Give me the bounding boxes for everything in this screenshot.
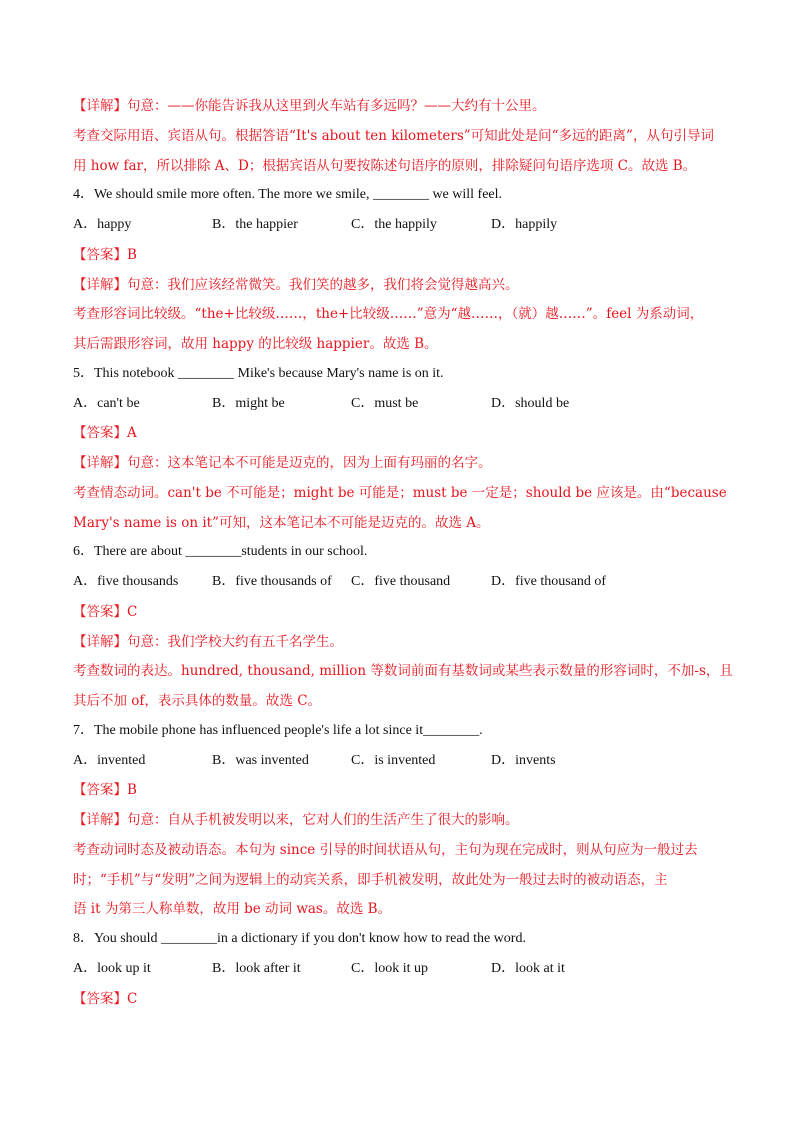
analysis-text: 考查数词的表达。hundred, thousand, million 等数词前面有基数词或某些表示数量的形容词时，不加-s，且 [73, 663, 733, 680]
explanation-line [73, 633, 743, 651]
analysis-text: 时；“手机”与“发明”之间为逻辑上的动宾关系，即手机被发明，故此处为一般过去时的被动语态，主 [73, 871, 668, 888]
question-text: 6．There are about ________students in our school. [73, 544, 368, 560]
option-d: D．five thousand of [491, 574, 607, 589]
answer-line [73, 603, 743, 621]
answer-value: C [127, 603, 138, 620]
answer-tag: 【答案】 [73, 990, 127, 1007]
option-d: D．should be [491, 395, 570, 411]
option-a: A．invented [73, 752, 146, 768]
answer-tag: 【答案】 [73, 246, 127, 263]
explanation-tag: 【详解】 [73, 812, 127, 828]
question-text: 8．You should ________in a dictionary if you don't know how to read the word. [73, 931, 526, 946]
analysis-text: 用 how far，所以排除 A、D；根据宾语从句要按陈述句语序的原则，排除疑问句语序选项 C。故选 B。 [73, 157, 697, 174]
explanation-tag: 【详解】 [73, 276, 127, 293]
question-text: 4．We should smile more often. The more we smile, ________ we will feel. [73, 187, 503, 203]
analysis-text: 考查情态动词。can't be 不可能是；might be 可能是；must be 一定是；should be 应该是。由“because [73, 484, 727, 501]
option-d: D．look at it [491, 960, 565, 976]
answer-line [73, 246, 743, 264]
analysis-text: 语 it 为第三人称单数，故用 be 动词 was。故选 B。 [73, 901, 392, 918]
answer-line [73, 424, 743, 442]
answer-value: A [127, 425, 137, 442]
analysis-text: 考查交际用语、宾语从句。根据答语“It's about ten kilometers”可知此处是问“多远的距离”，从句引导词 [73, 127, 714, 144]
option-c: C．look it up [351, 960, 429, 976]
explanation-line [73, 276, 743, 294]
explanation-tag: 【详解】 [73, 98, 127, 114]
explanation-tag: 【详解】 [73, 455, 127, 471]
explanation-text: 句意：这本笔记本不可能是迈克的，因为上面有玛丽的名字。 [127, 455, 492, 471]
explanation-text: 句意：我们学校大约有五千名学生。 [127, 633, 343, 650]
answer-value: B [127, 246, 137, 263]
answer-tag: 【答案】 [73, 425, 127, 442]
option-c: C．the happily [351, 217, 437, 232]
option-d: D．invents [491, 752, 556, 768]
option-b: B．was invented [212, 752, 309, 768]
analysis-text: 考查动词时态及被动语态。本句为 since 引导的时间状语从句，主句为现在完成时，则从句应为一般过去 [73, 841, 698, 858]
explanation-tag: 【详解】 [73, 633, 127, 650]
question-text: 7．The mobile phone has influenced people's life a lot since it________. [73, 722, 483, 738]
answer-value: B [127, 782, 137, 799]
option-b: B．five thousands of [212, 574, 332, 589]
answer-tag: 【答案】 [73, 782, 127, 799]
option-c: C．is invented [351, 752, 436, 768]
analysis-text: 考查形容词比较级。“the+比较级……，the+比较级……”意为“越……，（就）越……”。feel 为系动词， [73, 306, 704, 323]
option-b: B．might be [212, 395, 285, 411]
explanation-line [73, 454, 743, 472]
option-a: A．happy [73, 217, 132, 232]
option-a: A．look up it [73, 960, 151, 976]
option-b: B．look after it [212, 960, 301, 976]
explanation-line [73, 811, 743, 829]
option-b: B．the happier [212, 217, 298, 232]
analysis-text: Mary's name is on it”可知，这本笔记本不可能是迈克的。故选 A。 [73, 514, 490, 531]
option-d: D．happily [491, 217, 558, 232]
option-c: C．five thousand [351, 574, 451, 589]
option-a: A．can't be [73, 395, 140, 411]
answer-line [73, 990, 743, 1008]
explanation-text: 句意：——你能告诉我从这里到火车站有多远吗？——大约有十公里。 [127, 98, 546, 114]
explanation-text: 句意：自从手机被发明以来，它对人们的生活产生了很大的影响。 [127, 812, 519, 828]
analysis-text: 其后需跟形容词，故用 happy 的比较级 happier。故选 B。 [73, 336, 438, 352]
option-a: A．five thousands [73, 574, 179, 589]
question-text: 5．This notebook ________ Mike's because Mary's name is on it. [73, 365, 444, 381]
option-c: C．must be [351, 395, 419, 411]
answer-line [73, 781, 743, 799]
explanation-line [73, 97, 743, 115]
analysis-text: 其后不加 of，表示具体的数量。故选 C。 [73, 693, 322, 709]
explanation-text: 句意：我们应该经常微笑。我们笑的越多，我们将会觉得越高兴。 [127, 276, 519, 293]
answer-value: C [127, 990, 138, 1007]
answer-tag: 【答案】 [73, 603, 127, 620]
